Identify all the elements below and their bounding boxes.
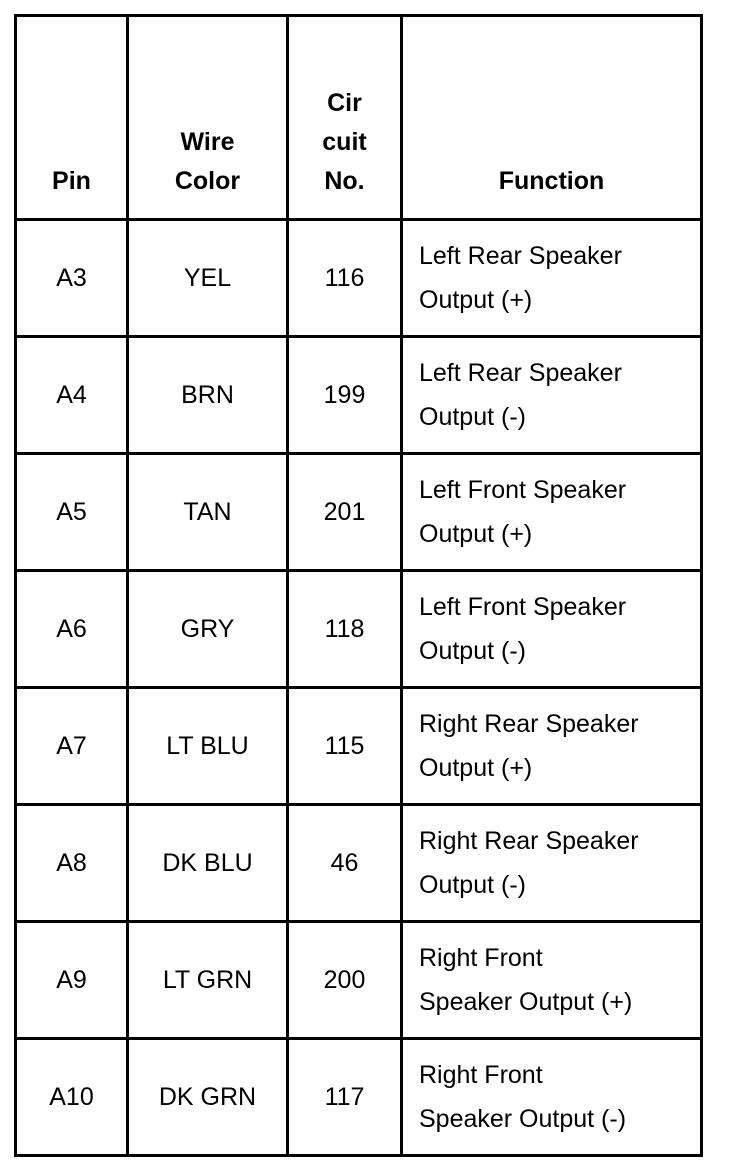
cell-function [402,220,702,337]
cell-circuit-no: 46 [288,805,402,922]
header-circuit-no-line-1: Cir [327,89,362,117]
cell-wire-color: DK GRN [128,1039,288,1156]
function-line-1: Left Rear Speaker [419,359,622,387]
pinout-table [14,14,703,1157]
cell-function [402,1039,702,1156]
cell-function [402,571,702,688]
function-line-2: Output (-) [419,871,526,899]
table-row [16,922,702,1039]
function-line-1: Right Rear Speaker [419,827,639,855]
cell-pin: A3 [16,220,128,337]
cell-circuit-no: 118 [288,571,402,688]
function-line-1: Right Rear Speaker [419,710,639,738]
function-line-2: Speaker Output (+) [419,988,633,1016]
cell-wire-color: YEL [128,220,288,337]
cell-pin: A10 [16,1039,128,1156]
pinout-table-container [14,14,700,1157]
table-row [16,1039,702,1156]
cell-circuit-no: 117 [288,1039,402,1156]
cell-pin: A8 [16,805,128,922]
header-circuit-no-line-3: No. [324,167,365,195]
header-wire-color [128,16,288,220]
function-line-1: Right Front [419,1061,543,1089]
table-row [16,454,702,571]
cell-circuit-no: 115 [288,688,402,805]
function-line-2: Output (-) [419,403,526,431]
cell-wire-color: GRY [128,571,288,688]
cell-function [402,337,702,454]
header-pin-line: Pin [52,167,91,195]
header-circuit-no-line-2: cuit [322,128,367,156]
cell-circuit-no: 199 [288,337,402,454]
cell-function [402,805,702,922]
function-line-2: Speaker Output (-) [419,1105,627,1133]
header-wire-color-line-1: Wire [180,128,235,156]
cell-function [402,688,702,805]
function-line-2: Output (-) [419,637,526,665]
cell-pin: A9 [16,922,128,1039]
cell-wire-color: DK BLU [128,805,288,922]
function-line-1: Left Front Speaker [419,476,627,504]
cell-wire-color: LT BLU [128,688,288,805]
function-line-1: Right Front [419,944,543,972]
cell-pin: A4 [16,337,128,454]
cell-circuit-no: 201 [288,454,402,571]
cell-function [402,454,702,571]
header-function [402,16,702,220]
header-pin [16,16,128,220]
cell-function [402,922,702,1039]
cell-wire-color: BRN [128,337,288,454]
table-row [16,220,702,337]
cell-wire-color: LT GRN [128,922,288,1039]
function-line-2: Output (+) [419,754,533,782]
table-row [16,337,702,454]
function-line-1: Left Rear Speaker [419,242,622,270]
table-row [16,571,702,688]
cell-pin: A7 [16,688,128,805]
cell-wire-color: TAN [128,454,288,571]
header-circuit-no [288,16,402,220]
cell-circuit-no: 200 [288,922,402,1039]
cell-pin: A6 [16,571,128,688]
cell-pin: A5 [16,454,128,571]
function-line-1: Left Front Speaker [419,593,627,621]
cell-circuit-no: 116 [288,220,402,337]
header-row [16,16,702,220]
header-wire-color-line-2: Color [174,167,241,195]
table-row [16,688,702,805]
table-row [16,805,702,922]
function-line-2: Output (+) [419,520,533,548]
header-function-line: Function [498,167,605,195]
function-line-2: Output (+) [419,286,533,314]
